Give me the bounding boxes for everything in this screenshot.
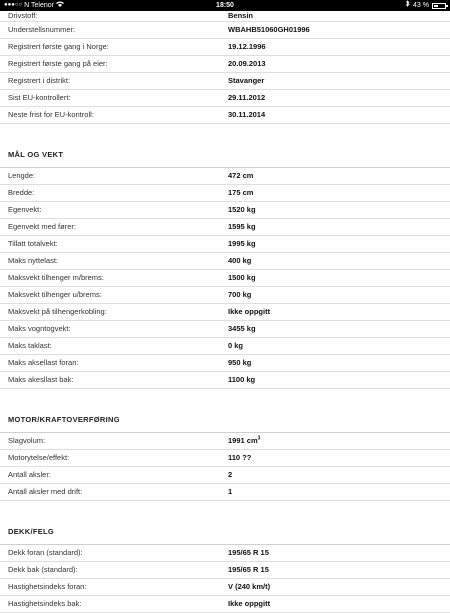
detail-value-text: 700 kg xyxy=(228,290,252,299)
detail-row xyxy=(0,107,450,124)
detail-row xyxy=(0,545,450,562)
detail-value-text: 29.11.2012 xyxy=(228,93,266,102)
detail-label: Dekk foran (standard): xyxy=(8,548,83,557)
detail-value-text: Ikke oppgitt xyxy=(228,599,271,608)
detail-value-text: 19.12.1996 xyxy=(228,42,266,51)
detail-value xyxy=(228,22,310,38)
detail-row xyxy=(0,321,450,338)
detail-label: Dekk bak (standard): xyxy=(8,565,78,574)
signal-strength-icon: ●●●○○ xyxy=(4,2,23,8)
detail-value xyxy=(228,433,260,449)
detail-value xyxy=(228,107,265,123)
detail-value xyxy=(228,304,270,320)
section-header xyxy=(0,389,450,433)
detail-row xyxy=(0,253,450,270)
detail-value xyxy=(228,56,266,72)
section-3 xyxy=(0,389,450,501)
detail-value-text: 1500 kg xyxy=(228,273,256,282)
detail-label: Maksvekt på tilhengerkobling: xyxy=(8,307,107,316)
detail-label: Neste frist for EU-kontroll: xyxy=(8,110,94,119)
detail-value-text: Stavanger xyxy=(228,76,265,85)
detail-label: Tillatt totalvekt: xyxy=(8,239,58,248)
detail-value xyxy=(228,321,256,337)
detail-value xyxy=(228,484,232,500)
detail-value-text: 195/65 R 15 xyxy=(228,548,269,557)
vehicle-details[interactable] xyxy=(0,11,450,613)
detail-row xyxy=(0,355,450,372)
detail-label: Lengde: xyxy=(8,171,36,180)
detail-label: Slagvolum: xyxy=(8,436,46,445)
detail-label: Registrert i distrikt: xyxy=(8,76,71,85)
detail-label: Bredde: xyxy=(8,188,35,197)
detail-label: Registrert første gang i Norge: xyxy=(8,42,109,51)
detail-value-text: 0 kg xyxy=(228,341,244,350)
detail-row xyxy=(0,202,450,219)
detail-value xyxy=(228,219,256,235)
detail-value-text: 3455 kg xyxy=(228,324,256,333)
detail-value xyxy=(228,236,256,252)
detail-value xyxy=(228,39,266,55)
detail-row xyxy=(0,185,450,202)
detail-label: Sist EU-kontrollert: xyxy=(8,93,71,102)
detail-row xyxy=(0,236,450,253)
detail-value-text: 175 cm xyxy=(228,188,254,197)
detail-label: Maksvekt tilhenger m/brems: xyxy=(8,273,104,282)
detail-value xyxy=(228,73,264,89)
detail-row xyxy=(0,270,450,287)
detail-row xyxy=(0,562,450,579)
bluetooth-icon xyxy=(405,0,410,11)
detail-value-text: 2 xyxy=(228,470,233,479)
battery-icon xyxy=(432,3,446,9)
section-4 xyxy=(0,501,450,613)
detail-value xyxy=(228,467,232,483)
section-1 xyxy=(0,11,450,124)
detail-value xyxy=(228,168,253,184)
detail-label: Egenvekt med fører: xyxy=(8,222,76,231)
detail-value xyxy=(228,596,270,612)
detail-value xyxy=(228,579,270,595)
detail-label: Antall aksler med drift: xyxy=(8,487,83,496)
detail-row xyxy=(0,90,450,107)
detail-row xyxy=(0,56,450,73)
detail-row xyxy=(0,168,450,185)
detail-label: Motorytelse/effekt: xyxy=(8,453,70,462)
section-title: MÅL OG VEKT xyxy=(8,150,64,159)
section-header xyxy=(0,124,450,168)
detail-label: Drivstoff: xyxy=(8,11,38,20)
detail-row xyxy=(0,579,450,596)
battery-fill xyxy=(434,5,438,7)
detail-row xyxy=(0,433,450,450)
battery-percentage: 43 % xyxy=(413,2,429,9)
detail-value-text: 400 kg xyxy=(228,256,252,265)
status-bar xyxy=(0,0,450,11)
detail-value-text: 30.11.2014 xyxy=(228,110,266,119)
detail-label: Maks nyttelast: xyxy=(8,256,59,265)
detail-value xyxy=(228,90,265,106)
detail-label: Hastighetsindeks foran: xyxy=(8,582,87,591)
detail-value xyxy=(228,545,269,561)
detail-value-text: 1520 kg xyxy=(228,205,256,214)
detail-label: Maksvekt tilhenger u/brems: xyxy=(8,290,102,299)
detail-value-text: 1 xyxy=(228,487,233,496)
detail-row xyxy=(0,304,450,321)
detail-value-text: 195/65 R 15 xyxy=(228,565,269,574)
detail-value-text: 950 kg xyxy=(228,358,252,367)
detail-value-text: 472 cm xyxy=(228,171,254,180)
detail-row xyxy=(0,11,450,22)
detail-label: Understellsnummer: xyxy=(8,25,76,34)
detail-value xyxy=(228,562,269,578)
detail-value-text: 1595 kg xyxy=(228,222,256,231)
detail-value-text: 1995 kg xyxy=(228,239,256,248)
detail-value xyxy=(228,11,253,20)
detail-row xyxy=(0,22,450,39)
detail-row xyxy=(0,467,450,484)
system-indicators xyxy=(405,0,446,11)
detail-value xyxy=(228,253,251,269)
detail-value xyxy=(228,450,251,466)
detail-row xyxy=(0,372,450,389)
section-header xyxy=(0,501,450,545)
clock: 18:50 xyxy=(216,2,234,9)
detail-row xyxy=(0,338,450,355)
detail-value-text: Bensin xyxy=(228,11,254,20)
detail-label: Maks akesllast bak: xyxy=(8,375,74,384)
detail-row xyxy=(0,287,450,304)
detail-value-text: Ikke oppgitt xyxy=(228,307,271,316)
detail-row xyxy=(0,596,450,613)
detail-label: Antall aksler: xyxy=(8,470,51,479)
detail-value xyxy=(228,270,256,286)
detail-row xyxy=(0,39,450,56)
section-title: MOTOR/KRAFTOVERFØRING xyxy=(8,415,120,424)
detail-value xyxy=(228,338,243,354)
detail-row xyxy=(0,73,450,90)
detail-value-text: V (240 km/t) xyxy=(228,582,271,591)
detail-label: Maks taklast: xyxy=(8,341,52,350)
section-title: DEKK/FELG xyxy=(8,527,55,536)
detail-value-text: 1991 cm xyxy=(228,436,258,445)
detail-label: Maks vogntogvekt: xyxy=(8,324,71,333)
detail-label: Registrert første gang på eier: xyxy=(8,59,108,68)
detail-value xyxy=(228,202,256,218)
detail-value xyxy=(228,355,251,371)
section-2 xyxy=(0,124,450,389)
detail-row xyxy=(0,219,450,236)
detail-row xyxy=(0,484,450,501)
detail-label: Hastighetsindeks bak: xyxy=(8,599,82,608)
detail-value xyxy=(228,185,253,201)
detail-value-text: WBAHB51060GH01996 xyxy=(228,25,310,34)
detail-value-text: 20.09.2013 xyxy=(228,59,266,68)
detail-row xyxy=(0,450,450,467)
detail-value xyxy=(228,287,251,303)
detail-label: Maks aksellast foran: xyxy=(8,358,79,367)
detail-value xyxy=(228,372,255,388)
detail-value-text: 110 ?? xyxy=(228,453,252,462)
unit-superscript: 3 xyxy=(257,435,261,442)
detail-label: Egenvekt: xyxy=(8,205,42,214)
carrier-name: N Telenor xyxy=(24,2,54,9)
detail-value-text: 1100 kg xyxy=(228,375,256,384)
